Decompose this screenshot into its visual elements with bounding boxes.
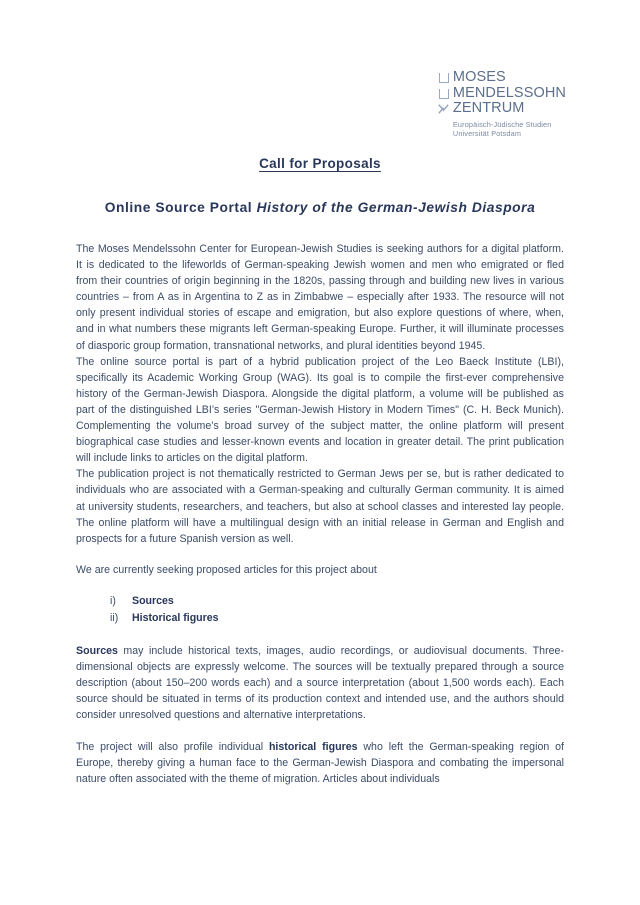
paragraph-lbi-project: The online source portal is part of a hybrid publication project of the Leo Baeck Institute (LBI), specifically its Academic Working Group (WAG). Its goal is to compile the first-ever comprehensive history of the German-Jewish Diaspora. Alongside the digital platform, a volume will be published as part of the distinguished LBI’s series "German-Jewish History in Modern Times" (C. H. Beck Munich). Complementing the volume’s broad survey of the subject matter, the online platform will present biographical case studies and lesser-known events and location in greater detail. The print publication will include links to articles on the digital platform. (76, 355, 564, 465)
open-square-icon (438, 72, 449, 83)
paragraph-sources-detail (76, 643, 564, 723)
list-item (110, 610, 564, 628)
institution-logo (438, 70, 566, 139)
logo-subtitle-line1: Europäisch-Jüdische Studien (452, 119, 552, 129)
figures-text-part2: who left the German-speaking region of Europe, thereby giving a human face to the German-Jewish Diaspora and combating the impersonal nature often associated with the theme of migration. Articles about individuals (76, 740, 564, 785)
subtitle-portal-name: History of the German-Jewish Diaspora (256, 200, 536, 215)
document-body (76, 215, 564, 787)
list-item-marker: ii) (110, 612, 119, 625)
logo-text-zentrum: ZENTRUM (452, 100, 525, 116)
sources-body-text: may include historical texts, images, audio recordings, or audiovisual documents. Three-dimensional objects are expressly welcome. The sources will be textually prepared through a source description (about 150–200 words each) and a source interpretation (about 1,500 words each). Each source should be situated in terms of its production context and intended use, and the authors should consider unresolved questions and alternative interpretations. (76, 645, 564, 722)
list-item-label: Sources (132, 594, 174, 607)
paragraph-historical-figures (76, 739, 564, 787)
list-item-label: Historical figures (132, 612, 219, 625)
subtitle-prefix: Online Source Portal (104, 200, 257, 215)
logo-text-mendelssohn: MENDELSSOHN (452, 84, 566, 101)
page-subtitle (76, 171, 564, 215)
figures-bold-phrase: historical figures (268, 740, 358, 753)
sources-bold-lead: Sources (76, 645, 118, 658)
open-square-icon (438, 88, 449, 99)
paragraph-intro: The Moses Mendelssohn Center for European-Jewish Studies is seeking authors for a digital platform. It is dedicated to the lifeworlds of German-speaking Jewish women and men who emigrated or fled from their countries of origin beginning in the 1820s, passing through and building new lives in various countries – from A as in Argentina to Z as in Zimbabwe – especially after 1933. The resource will not only present individual stories of escape and emigration, but also explore questions of where, when, and in what numbers these migrants left German-speaking Europe. Further, it will illuminate processes of diasporic group formation, transnational networks, and plural identities beyond 1945. (76, 243, 564, 352)
page-title: Call for Proposals (259, 156, 381, 171)
list-item (110, 593, 564, 611)
logo-line-mendelssohn (438, 86, 566, 102)
x-chevron-icon (438, 103, 449, 114)
paragraph-call-lead-in: We are currently seeking proposed articles for this project about (76, 563, 377, 576)
logo-wordmark (438, 70, 566, 139)
logo-line-zentrum (438, 101, 566, 117)
list-item-marker: i) (110, 594, 116, 607)
paragraph-scope: The publication project is not thematically restricted to German Jews per se, but is rather dedicated to individuals who are associated with a German-speaking and culturally German community. It is aimed at university students, researchers, and teachers, but also at school classes and interested lay people. The online platform will have a multilingual design with an initial release in German and English and prospects for a future Spanish version as well. (76, 468, 564, 545)
logo-text-moses: MOSES (452, 69, 506, 85)
figures-text-part1: The project will also profile individual (76, 740, 269, 753)
logo-line-moses (438, 70, 566, 86)
logo-subtitle-line2: Universität Potsdam (452, 129, 522, 139)
proposal-topics-list (76, 593, 564, 628)
